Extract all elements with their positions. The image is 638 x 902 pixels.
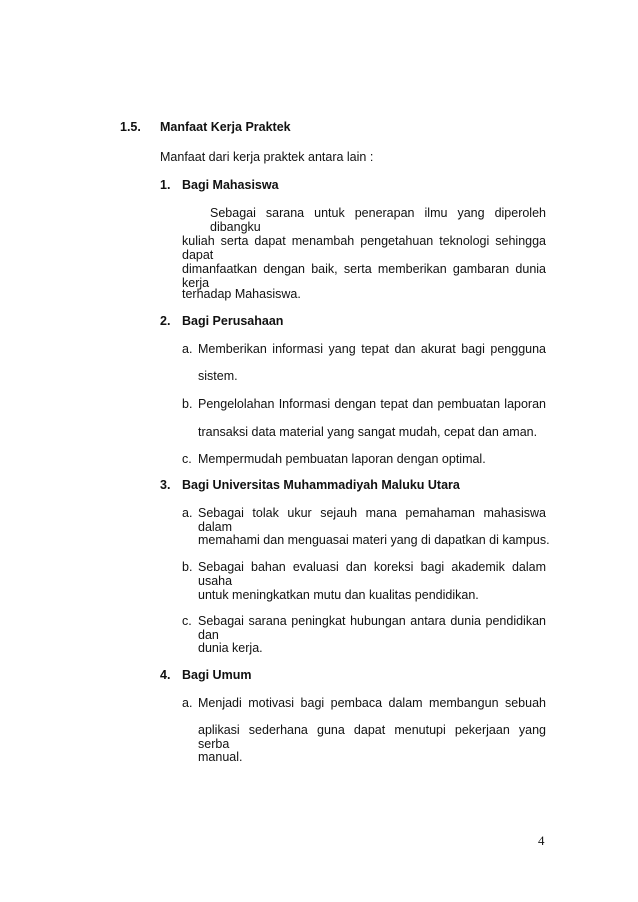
paragraph-line: Sebagai sarana untuk penerapan ilmu yang diperoleh dibangku xyxy=(210,206,546,234)
item-heading: Bagi Mahasiswa xyxy=(182,178,279,192)
subitem-label: a. xyxy=(182,342,193,356)
item-heading: Bagi Universitas Muhammadiyah Maluku Utara xyxy=(182,478,460,492)
item-number: 3. xyxy=(160,478,171,492)
subitem-line: Sebagai tolak ukur sejauh mana pemahaman mahasiswa dalam xyxy=(198,506,546,534)
subitem-label: b. xyxy=(182,560,193,574)
subitem-line: Memberikan informasi yang tepat dan akurat bagi pengguna xyxy=(198,342,546,356)
subitem-line: dunia kerja. xyxy=(198,641,263,655)
section-title: Manfaat Kerja Praktek xyxy=(160,120,291,134)
subitem-line: Pengelolahan Informasi dengan tepat dan pembuatan laporan xyxy=(198,397,546,411)
subitem-line: Mempermudah pembuatan laporan dengan optimal. xyxy=(198,452,486,466)
item-number: 4. xyxy=(160,668,171,682)
subitem-line: Sebagai bahan evaluasi dan koreksi bagi akademik dalam usaha xyxy=(198,560,546,588)
subitem-line: untuk meningkatkan mutu dan kualitas pendidikan. xyxy=(198,588,479,602)
subitem-line: transaksi data material yang sangat mudah, cepat dan aman. xyxy=(198,425,538,439)
subitem-line: manual. xyxy=(198,750,243,764)
subitem-label: c. xyxy=(182,614,192,628)
subitem-line: Menjadi motivasi bagi pembaca dalam membangun sebuah xyxy=(198,696,546,710)
intro-text: Manfaat dari kerja praktek antara lain : xyxy=(160,150,374,164)
subitem-line: Sebagai sarana peningkat hubungan antara dunia pendidikan dan xyxy=(198,614,546,642)
paragraph-line: kuliah serta dapat menambah pengetahuan teknologi sehingga dapat xyxy=(182,234,546,262)
page-number: 4 xyxy=(538,833,545,848)
subitem-line: sistem. xyxy=(198,369,238,383)
item-number: 1. xyxy=(160,178,171,192)
item-heading: Bagi Perusahaan xyxy=(182,314,284,328)
subitem-label: b. xyxy=(182,397,193,411)
subitem-label: a. xyxy=(182,696,193,710)
subitem-label: a. xyxy=(182,506,193,520)
item-number: 2. xyxy=(160,314,171,328)
item-heading: Bagi Umum xyxy=(182,668,252,682)
section-number: 1.5. xyxy=(120,120,141,134)
subitem-label: c. xyxy=(182,452,192,466)
paragraph-line: dimanfaatkan dengan baik, serta memberikan gambaran dunia kerja xyxy=(182,262,546,290)
paragraph-line: terhadap Mahasiswa. xyxy=(182,287,301,301)
subitem-line: aplikasi sederhana guna dapat menutupi pekerjaan yang serba xyxy=(198,723,546,751)
subitem-line: memahami dan menguasai materi yang di dapatkan di kampus. xyxy=(198,533,550,547)
